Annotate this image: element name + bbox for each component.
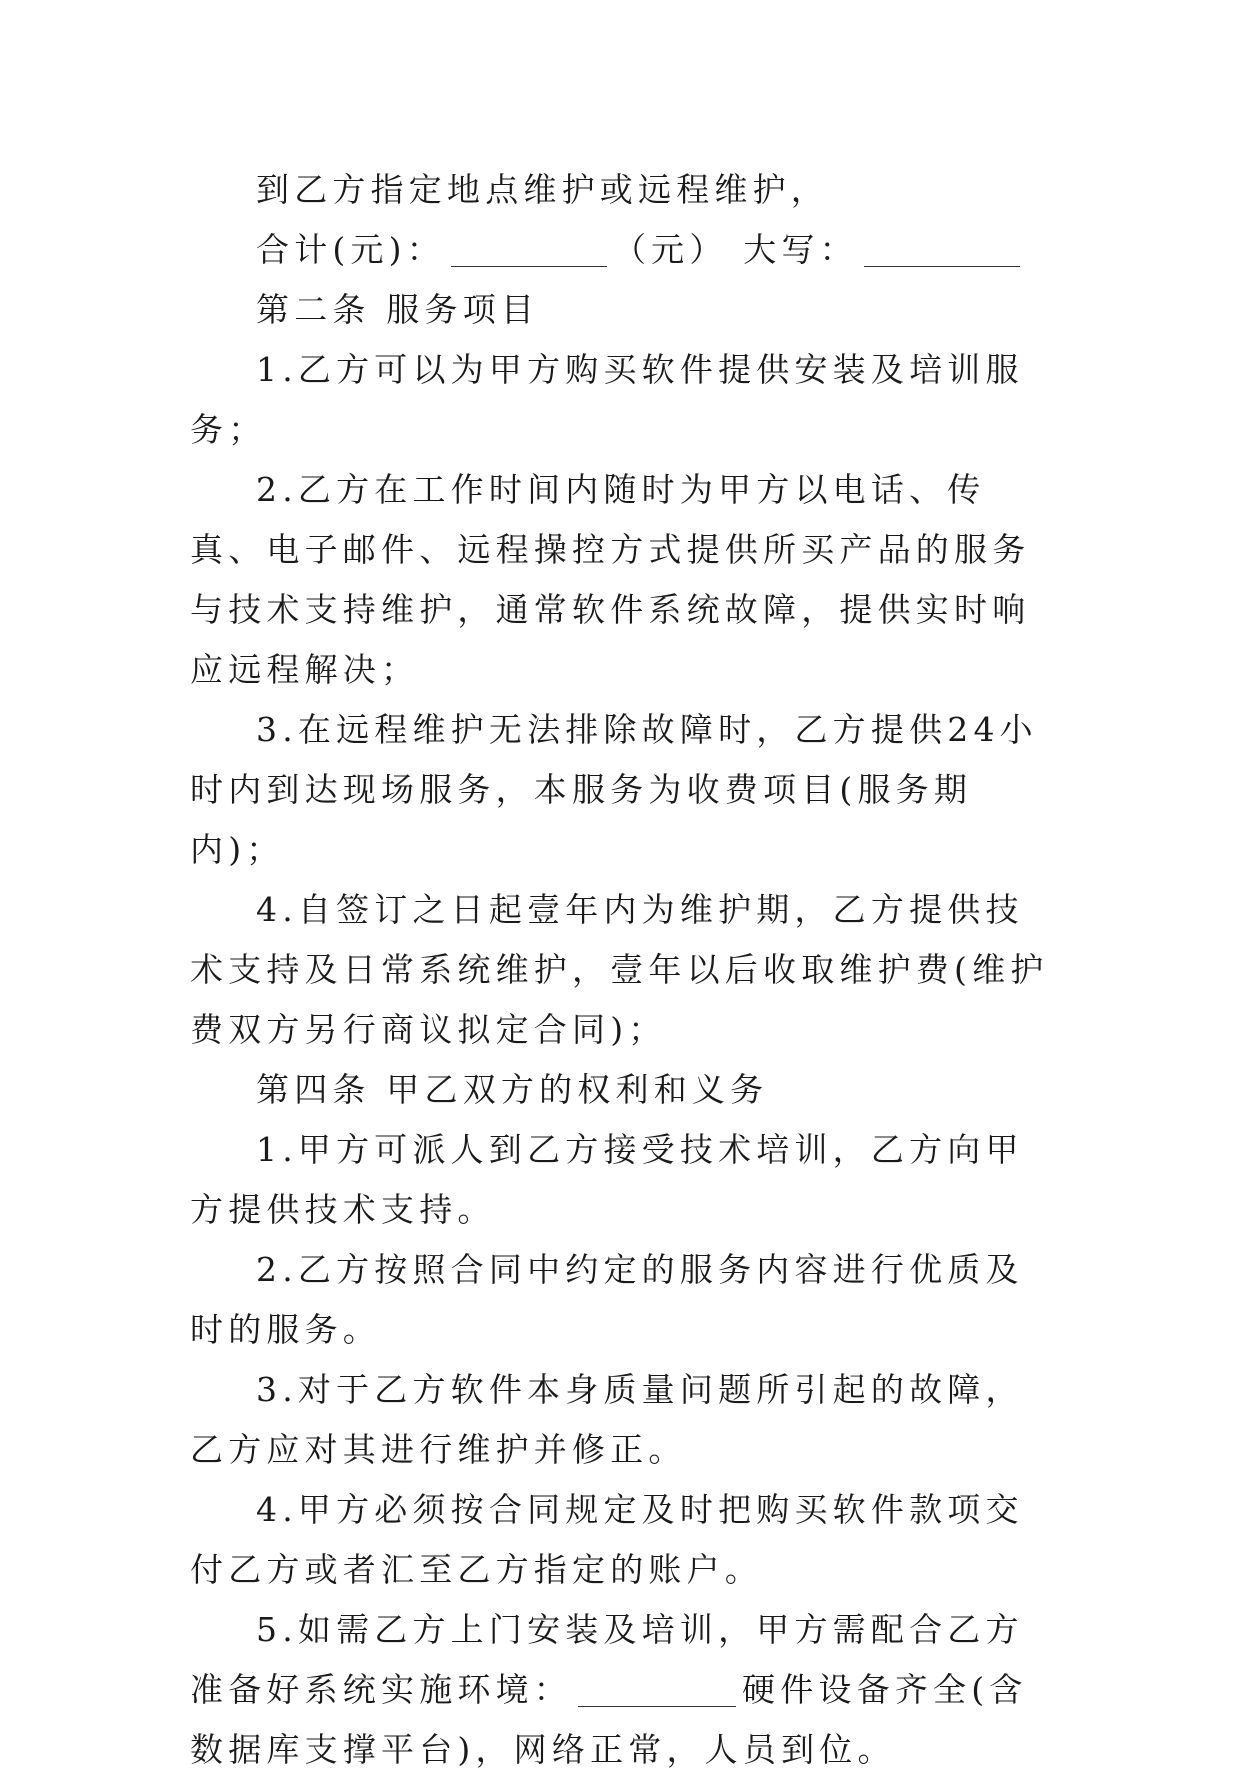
total-label: 合计(元)： — [256, 230, 445, 269]
maintenance-line: 到乙方指定地点维护或远程维护， — [256, 170, 829, 209]
total-line — [190, 220, 1052, 280]
article4-item-3: 3.对于乙方软件本身质量问题所引起的故障，乙方应对其进行维护并修正。 — [190, 1370, 1024, 1469]
article4-item-4: 4.甲方必须按合同规定及时把购买软件款项交付乙方或者汇至乙方指定的账户。 — [190, 1490, 1024, 1589]
capital-label: 大写： — [743, 230, 858, 269]
article2-item-1: 1.乙方可以为甲方购买软件提供安装及培训服务； — [190, 350, 1024, 449]
article4-item-5-suffix: 硬件设备齐全(含数据库支撑平台)，网络正常，人员到位。 — [190, 1670, 1028, 1769]
article4-item-5 — [190, 1600, 1052, 1780]
article4-item-5-prefix: 5.如需乙方上门安装及培训，甲方需配合乙方准备好系统实施环境： — [190, 1610, 1024, 1709]
total-amount-blank — [451, 234, 607, 267]
article4-title: 第四条 甲乙双方的权利和义务 — [256, 1070, 769, 1109]
document-page — [190, 160, 1052, 1780]
article4-item-1: 1.甲方可派人到乙方接受技术培训，乙方向甲方提供技术支持。 — [190, 1130, 1024, 1229]
article2-item-2: 2.乙方在工作时间内随时为甲方以电话、传真、电子邮件、远程操控方式提供所买产品的服务与技术支持维护，通常软件系统故障，提供实时响应远程解决； — [190, 470, 1031, 689]
article2-item-3: 3.在远程维护无法排除故障时，乙方提供24小时内到达现场服务，本服务为收费项目(服务期内)； — [190, 710, 1038, 869]
capital-amount-blank — [864, 234, 1020, 267]
article2-item-4: 4.自签订之日起壹年内为维护期，乙方提供技术支持及日常系统维护，壹年以后收取维护费(维护费双方另行商议拟定合同)； — [190, 890, 1049, 1049]
article2-title: 第二条 服务项目 — [256, 290, 540, 329]
environment-blank — [578, 1674, 736, 1707]
total-unit: （元） — [612, 230, 728, 269]
article4-item-2: 2.乙方按照合同中约定的服务内容进行优质及时的服务。 — [190, 1250, 1024, 1349]
